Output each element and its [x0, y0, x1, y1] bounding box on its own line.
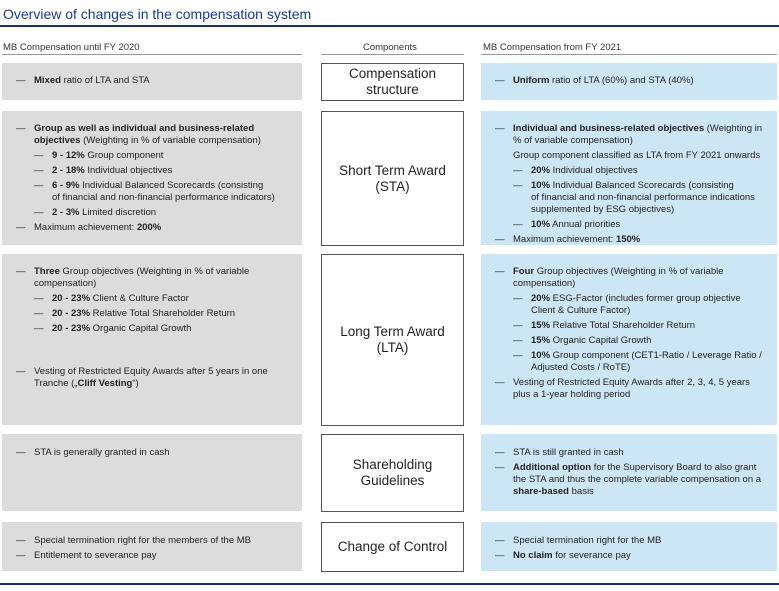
component-change-of-control: Change of Control — [321, 522, 464, 572]
list-item: — 2 - 3% Limited discretion — [34, 207, 157, 218]
list-item: — 10% Annual priorities — [513, 219, 621, 230]
list-item: compensation) — [34, 278, 97, 289]
list-item: — Four Group objectives (Weighting in % of variable — [495, 266, 724, 277]
row-shareholding-left-box — [2, 434, 302, 511]
component-shareholding-guidelines: Shareholding Guidelines — [321, 434, 464, 512]
list-item: — Individual and business-related objectives (Weighting in — [495, 123, 763, 134]
list-item: — 20 - 23% Organic Capital Growth — [34, 323, 192, 334]
list-item: — 20 - 23% Client & Culture Factor — [34, 293, 189, 304]
row-control-left-box — [2, 522, 302, 571]
list-item: — Maximum achievement: 200% — [16, 222, 162, 233]
component-long-term-award: Long Term Award (LTA) — [321, 254, 464, 426]
list-item: — Uniform ratio of LTA (60%) and STA (40%) — [495, 75, 694, 86]
list-item: — 9 - 12% Group component — [34, 150, 164, 161]
list-item: Tranche („Cliff Vesting“) — [34, 378, 139, 389]
list-item: — 20% Individual objectives — [513, 165, 638, 176]
list-item: — Vesting of Restricted Equity Awards after 5 years in one — [16, 366, 268, 377]
row-control-right-box — [481, 522, 777, 571]
list-item: — 10% Group component (CET1-Ratio / Leverage Ratio / — [513, 350, 762, 361]
list-item: — Vesting of Restricted Equity Awards after 2, 3, 4, 5 years — [495, 377, 750, 388]
title-divider — [0, 25, 779, 27]
list-item: — 6 - 9% Individual Balanced Scorecards (consisting — [34, 180, 264, 191]
column-header-left-line — [2, 54, 302, 55]
list-item: — 15% Organic Capital Growth — [513, 335, 652, 346]
list-item: — Entitlement to severance pay — [16, 550, 157, 561]
page-title: Overview of changes in the compensation system — [3, 6, 312, 22]
column-header-right-line — [481, 54, 777, 55]
list-item: — Special termination right for the members of the MB — [16, 535, 252, 546]
column-header-middle: Components — [363, 42, 417, 53]
list-item: — Group as well as individual and business-related — [16, 123, 255, 134]
component-short-term-award: Short Term Award (STA) — [321, 111, 464, 246]
list-item: objectives (Weighting in % of variable compensation) — [34, 135, 261, 146]
list-item: % of variable compensation) — [513, 135, 633, 146]
list-item: — Mixed ratio of LTA and STA — [16, 75, 150, 86]
list-item: — Special termination right for the MB — [495, 535, 662, 546]
component-compensation-structure: Compensation structure — [321, 63, 464, 101]
list-item: of financial and non-financial performance indicators) — [52, 192, 275, 203]
list-item: — Maximum achievement: 150% — [495, 234, 641, 245]
list-item: plus a 1-year holding period — [513, 389, 631, 400]
list-item: — STA is generally granted in cash — [16, 447, 170, 458]
list-item: — 2 - 18% Individual objectives — [34, 165, 173, 176]
list-item: — Three Group objectives (Weighting in % of variable — [16, 266, 250, 277]
list-item: — 20 - 23% Relative Total Shareholder Return — [34, 308, 236, 319]
list-item: compensation) — [513, 278, 576, 289]
list-item: — No claim for severance pay — [495, 550, 631, 561]
list-item: of financial and non-financial performance indications — [531, 192, 755, 203]
list-item: supplemented by ESG objectives) — [531, 204, 675, 215]
column-header-middle-line — [321, 54, 464, 55]
list-item: the STA and thus the complete variable compensation on a — [513, 474, 762, 485]
column-header-right: MB Compensation from FY 2021 — [483, 42, 622, 53]
list-item: Client & Culture Factor) — [531, 305, 631, 316]
list-item: — 10% Individual Balanced Scorecards (consisting — [513, 180, 734, 191]
list-item: — 20% ESG-Factor (includes former group objective — [513, 293, 741, 304]
list-item: — 15% Relative Total Shareholder Return — [513, 320, 696, 331]
list-item: share-based basis — [513, 486, 594, 497]
list-item: — Additional option for the Supervisory Board to also grant — [495, 462, 757, 473]
list-item: Group component classified as LTA from FY 2021 onwards — [513, 150, 761, 161]
list-item: Adjusted Costs / RoTE) — [531, 362, 631, 373]
footer-divider — [0, 583, 779, 585]
column-header-left: MB Compensation until FY 2020 — [3, 42, 140, 53]
list-item: — STA is still granted in cash — [495, 447, 624, 458]
